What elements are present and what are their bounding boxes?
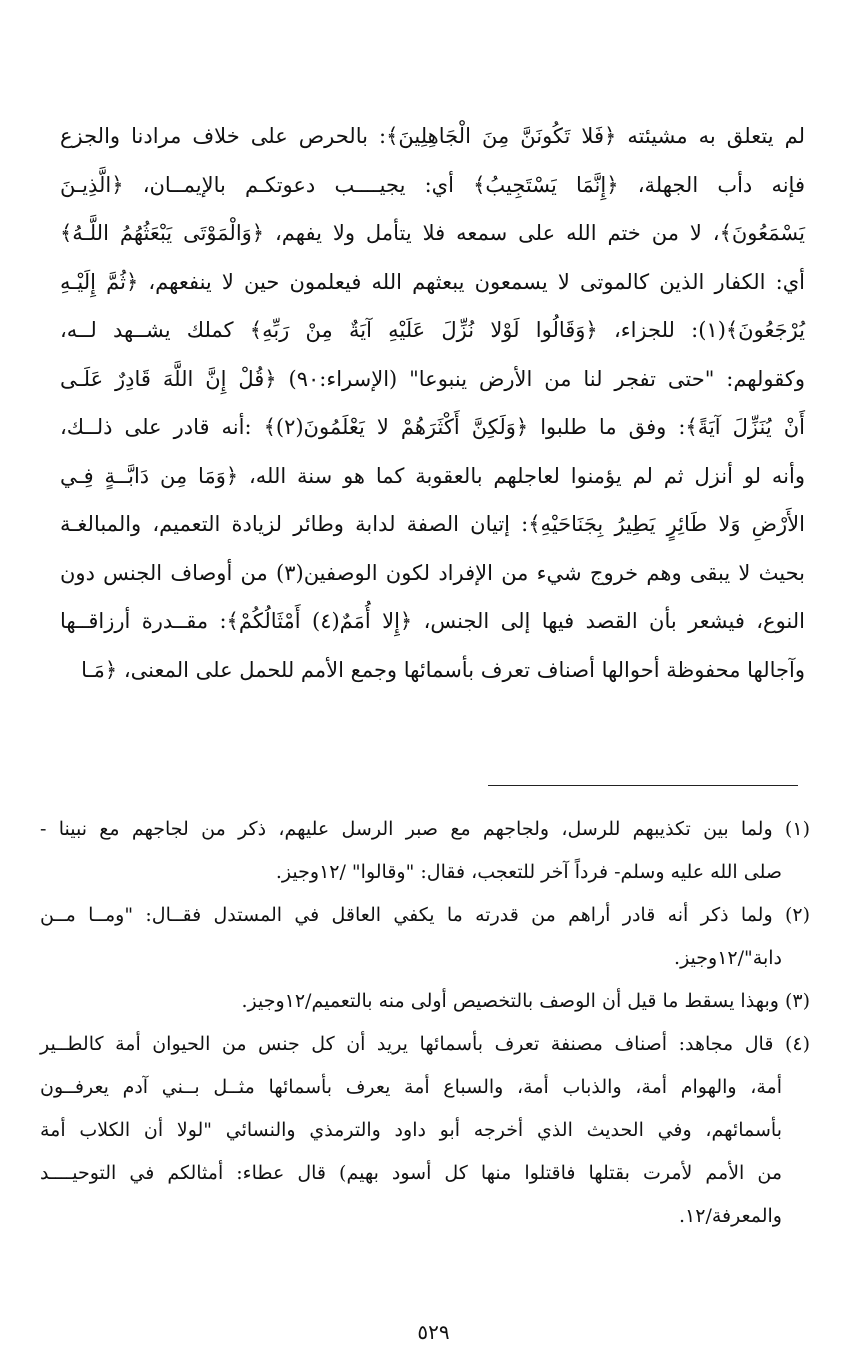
footnote-line: بأسمائهم، وفي الحديث الذي أخرجه أبو داود والترمذي والنسائي "لولا أن الكلاب أمة <box>40 1119 782 1141</box>
main-text-line: وأنه لو أنزل ثم لم يؤمنوا لعاجلهم بالعقوبة كما هو سنة الله، ﴿وَمَا مِن دَابَّــةٍ فِـي <box>60 463 805 488</box>
footnote-line: من الأمم لأمرت بقتلها فاقتلوا منها كل أسود بهيم) قال عطاء: أمثالكم في التوحيــــد <box>40 1162 782 1184</box>
main-text-line: أي: الكفار الذين كالموتى لا يسمعون يبعثهم الله فيعلمون حين لا ينفعهم، ﴿ثُمَّ إِلَيْـهِ <box>60 269 805 294</box>
footnote-divider <box>488 785 798 786</box>
main-text-line: أَنْ يُنَزِّلَ آيَةً﴾: وفق ما طلبوا ﴿وَلَكِنَّ أَكْثَرَهُمْ لا يَعْلَمُونَ(٢)﴾ :أنه قادر على ذلــك، <box>60 415 805 439</box>
main-text-line: يَسْمَعُونَ﴾، لا من ختم الله على سمعه فلا يتأمل ولا يفهم، ﴿وَالْمَوْتَى يَبْعَثُهُمُ اللَّـهُ﴾ <box>60 221 805 245</box>
main-text-line: بحيث لا يبقى وهم خروج شيء من الإفراد لكون الوصفين(٣) من أوصاف الجنس دون <box>60 560 805 585</box>
main-text-line: يُرْجَعُونَ﴾(١): للجزاء، ﴿وَقَالُوا لَوْلا نُزِّلَ عَلَيْهِ آيَةٌ مِنْ رَبِّهِ﴾ كملك يشــهد لــه، <box>60 318 805 342</box>
footnotes <box>40 808 810 1238</box>
footnote-4 <box>40 1023 810 1238</box>
footnote-1 <box>40 808 810 894</box>
main-text <box>60 112 805 694</box>
main-text-line: لم يتعلق به مشيئته ﴿فَلا تَكُونَنَّ مِنَ الْجَاهِلِينَ﴾: بالحرص على خلاف مرادنا والجزع <box>60 124 805 148</box>
footnote-line: (٤) قال مجاهد: أصناف مصنفة تعرف بأسمائها يريد أن كل جنس من الحيوان أمة كالطــير <box>40 1033 810 1055</box>
footnote-line: دابة"/١٢وجيز. <box>674 947 782 969</box>
main-text-line: وكقولهم: "حتى تفجر لنا من الأرض ينبوعا" (الإسراء:٩٠) ﴿قُلْ إِنَّ اللَّهَ قَادِرٌ عَلَـى <box>60 366 805 391</box>
footnote-3 <box>40 980 810 1023</box>
footnote-2 <box>40 894 810 980</box>
footnote-line: والمعرفة/١٢. <box>678 1205 782 1227</box>
footnote-line: (٢) ولما ذكر أنه قادر أراهم من قدرته ما يكفي العاقل في المستدل فقــال: "ومــا مــن <box>40 904 811 926</box>
main-text-line: الأَرْضِ وَلا طَائِرٍ يَطِيرُ بِجَنَاحَيْهِ﴾: إتيان الصفة لدابة وطائر لزيادة التعميم، والمبالغـة <box>60 512 805 536</box>
footnote-line: صلى الله عليه وسلم- فرداً آخر للتعجب، فقال: "وقالوا" /١٢وجيز. <box>275 861 782 883</box>
main-text-line: النوع، فيشعر بأن القصد فيها إلى الجنس، ﴿إِلا أُمَمٌ(٤) أَمْثَالُكُمْ﴾: مقــدرة أرزاقــها <box>60 609 805 633</box>
page-number: ٥٢٩ <box>417 1320 450 1344</box>
footnote-line: أمة، والهوام أمة، والذباب أمة، والسباع أمة يعرف بأسمائها مثــل بــني آدم يعرفــون <box>40 1076 782 1098</box>
footnote-line: (٣) وبهذا يسقط ما قيل أن الوصف بالتخصيص أولى منه بالتعميم/١٢وجيز. <box>241 990 810 1012</box>
main-text-line: وآجالها محفوظة أحوالها أصناف تعرف بأسمائها وجمع الأمم للحمل على المعنى، ﴿مَـا <box>81 657 805 682</box>
main-text-line: فإنه دأب الجهلة، ﴿إِنَّمَا يَسْتَجِيبُ﴾ أي: يجيــــب دعوتكـم بالإيمــان، ﴿الَّذِيـنَ <box>60 172 805 197</box>
footnote-line: (١) ولما بين تكذيبهم للرسل، ولجاجهم مع صبر الرسل عليهم، ذكر من لجاجهم مع نبينا - <box>40 818 810 840</box>
